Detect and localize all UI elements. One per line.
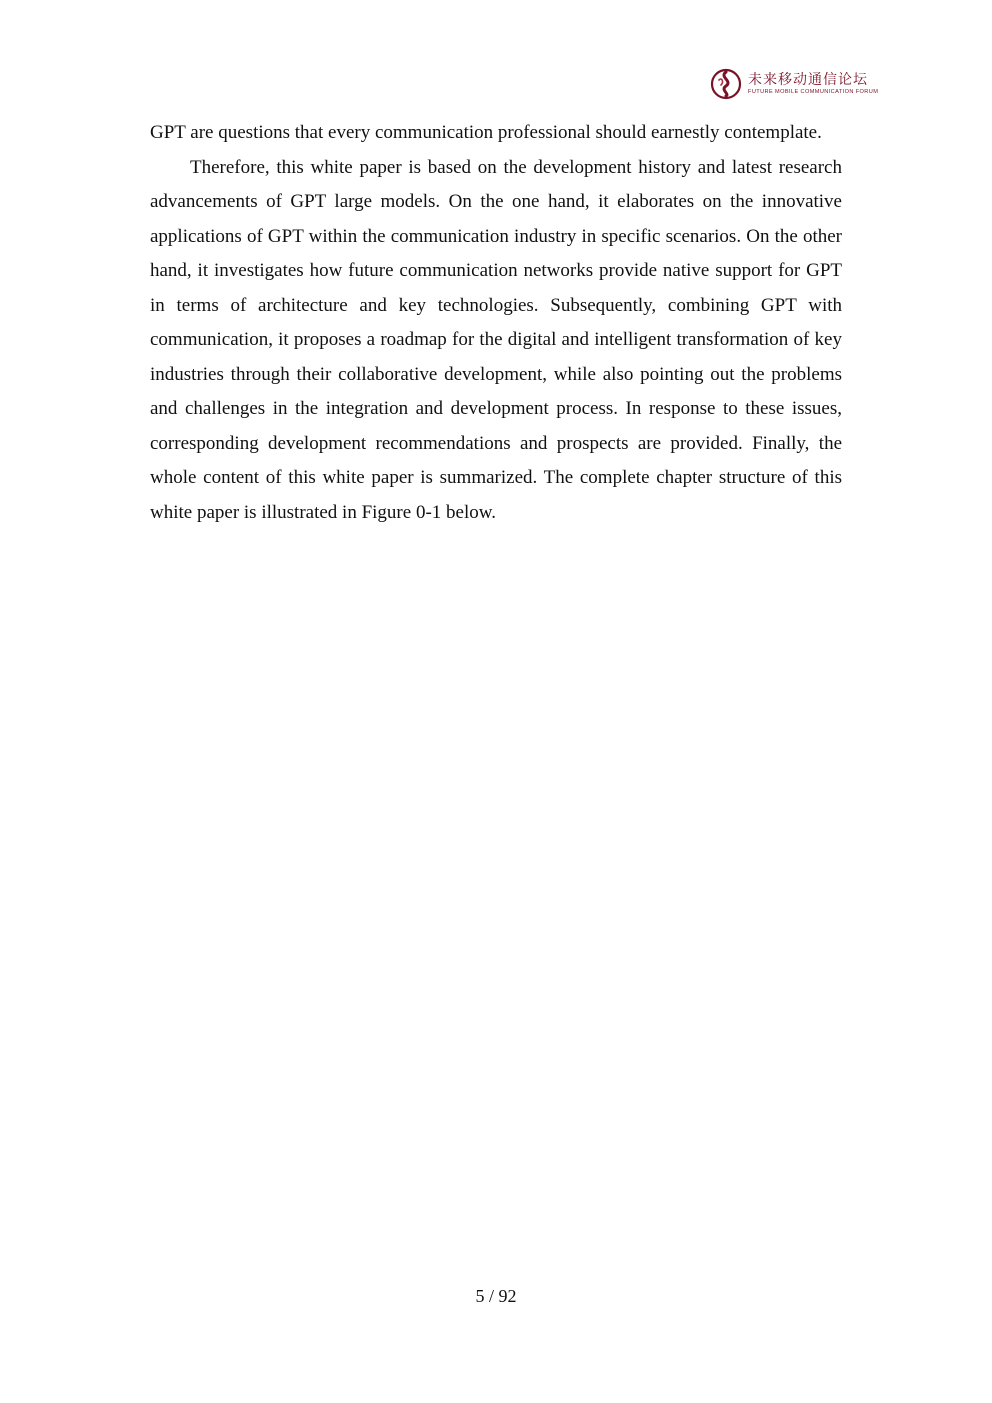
paragraph-continuation: GPT are questions that every communication professional should earnestly contemplate.: [150, 122, 822, 143]
header-logo: [710, 66, 879, 102]
logo-text: [748, 72, 878, 96]
logo-chinese-title: 未来移动通信论坛: [748, 72, 868, 88]
forum-logo-icon: [710, 68, 742, 100]
paragraph-overview: Therefore, this white paper is based on the development history and latest research advancements of GPT large models. On the one hand, it elaborates on the innovative applications of GPT within the communication industry in specific scenarios. On the other hand, it investigates how future communication networks provide native support for GPT in terms of architecture and key technologies. Subsequently, combining GPT with communication, it proposes a roadmap for the digital and intelligent transformation of key industries through their collaborative development, while also pointing out the problems and challenges in the integration and development process. In response to these issues, corresponding development recommendations and prospects are provided. Finally, the whole content of this white paper is summarized. The complete chapter structure of this white paper is illustrated in Figure 0-1 below.: [150, 156, 842, 523]
page-number: 5 / 92: [475, 1286, 517, 1306]
logo-english-title: FUTURE MOBILE COMMUNICATION FORUM: [748, 89, 879, 95]
body-text: [150, 116, 842, 530]
